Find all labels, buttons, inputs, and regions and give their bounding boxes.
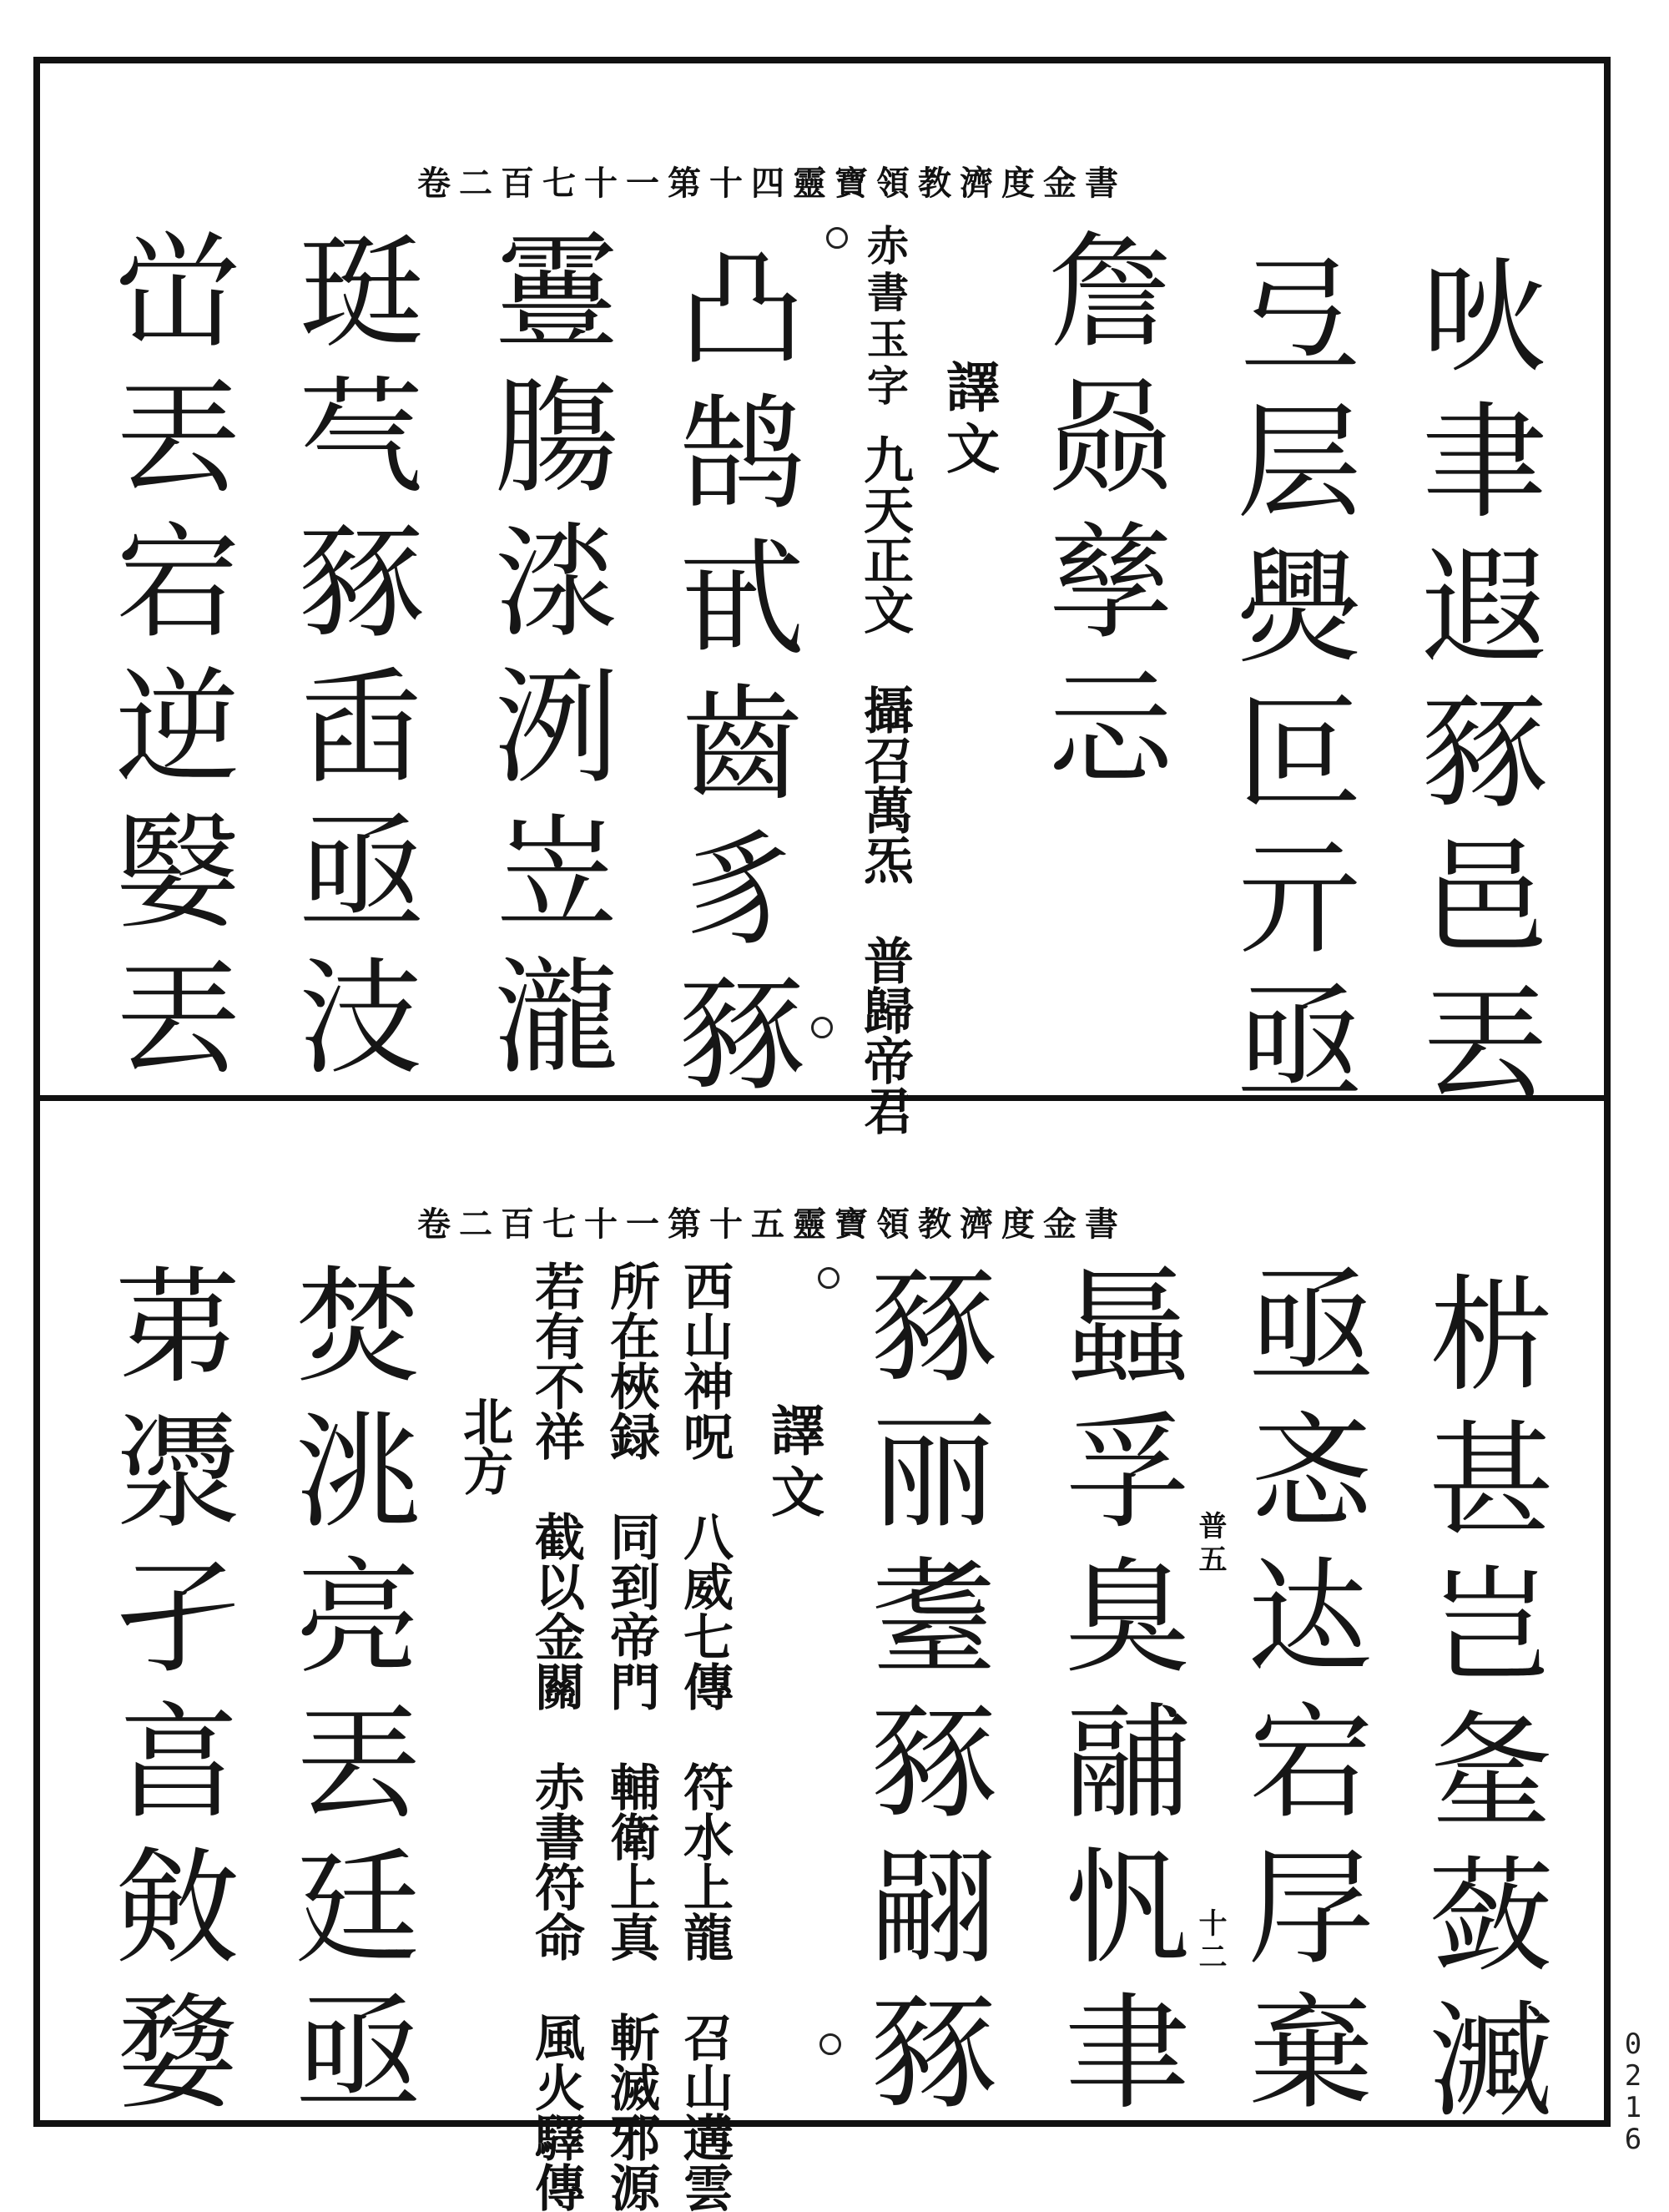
bottom-annotation-2: 十二 [1193, 1908, 1227, 1975]
top-seal-column-4: 凸鹄甙齒豸豩 [658, 242, 803, 1114]
top-open-circle [826, 227, 848, 249]
bottom-seal-column-6: 苐㵗孑亯㪘㜈 [93, 1260, 239, 2132]
bottom-seal-column-2: 亟忞迏宕㞌棄 [1227, 1260, 1372, 2132]
bottom-header-volume: 卷二百七十一第十五 [417, 1204, 793, 1244]
top-translation-heading: 譯文 [937, 359, 1000, 482]
bottom-translation-column-3: 若有不祥 截以金關 赤書符命 風火驛傳 [527, 1260, 585, 2212]
page-frame [33, 57, 1611, 2127]
top-header-title: 靈寶領教濟度金書 [793, 164, 1127, 203]
bottom-open-circle [818, 1267, 840, 1289]
bottom-translation-closing: 北方 [455, 1396, 513, 1496]
top-seal-column-2: 弖层爂叵亓亟 [1215, 250, 1360, 1122]
top-seal-column-6: 珽芞豩臿亟汥 [277, 225, 422, 1097]
bottom-translation-heading: 譯文 [762, 1402, 824, 1526]
bottom-seal-column-4: 豩丽耋豩翤豩 [850, 1260, 995, 2132]
page-divider [40, 1095, 1604, 1101]
bottom-header-title: 靈寶領教濟度金書 [793, 1204, 1127, 1244]
bottom-annotation-1: 普五 [1193, 1511, 1227, 1578]
bottom-seal-column-5: 焚洮亮丟廷亟 [274, 1260, 419, 2132]
margin-page-number-text: 0216 [1624, 2028, 1642, 2156]
top-translation-text: 九天正文 攝召萬炁 普歸帝君 [855, 434, 914, 1135]
top-seal-column-3: 詹赑孳忈 [1026, 225, 1172, 806]
bottom-close-circle [819, 2033, 841, 2055]
top-seal-column-5: 霻膓渁洌岦瀧 [472, 225, 618, 1097]
bottom-translation-column-1: 西山神呪 八威七傳 符水上龍 召山遘雲 [675, 1260, 734, 2212]
bottom-seal-column-3: 螶孚臭鬴忛聿 [1043, 1260, 1188, 2132]
top-page-header [417, 157, 1173, 205]
bottom-translation-column-2: 所在梜録 同到帝門 輔衛上真 斬滅邪源 [602, 1260, 660, 2212]
margin-page-number [1621, 2028, 1646, 2155]
top-seal-column-7: 峃丟宕逆嫛丟 [93, 225, 239, 1097]
top-header-volume: 卷二百七十一第十四 [417, 164, 793, 203]
top-close-circle [811, 1017, 833, 1038]
top-seal-column-1: 吙聿遐豩邑丟 [1400, 250, 1545, 1122]
top-translation-note: 赤書玉字 [860, 224, 910, 411]
bottom-seal-column-1: 㭊甚岂㚅蔹㵴 [1407, 1269, 1552, 2140]
bottom-page-header [417, 1198, 1173, 1245]
